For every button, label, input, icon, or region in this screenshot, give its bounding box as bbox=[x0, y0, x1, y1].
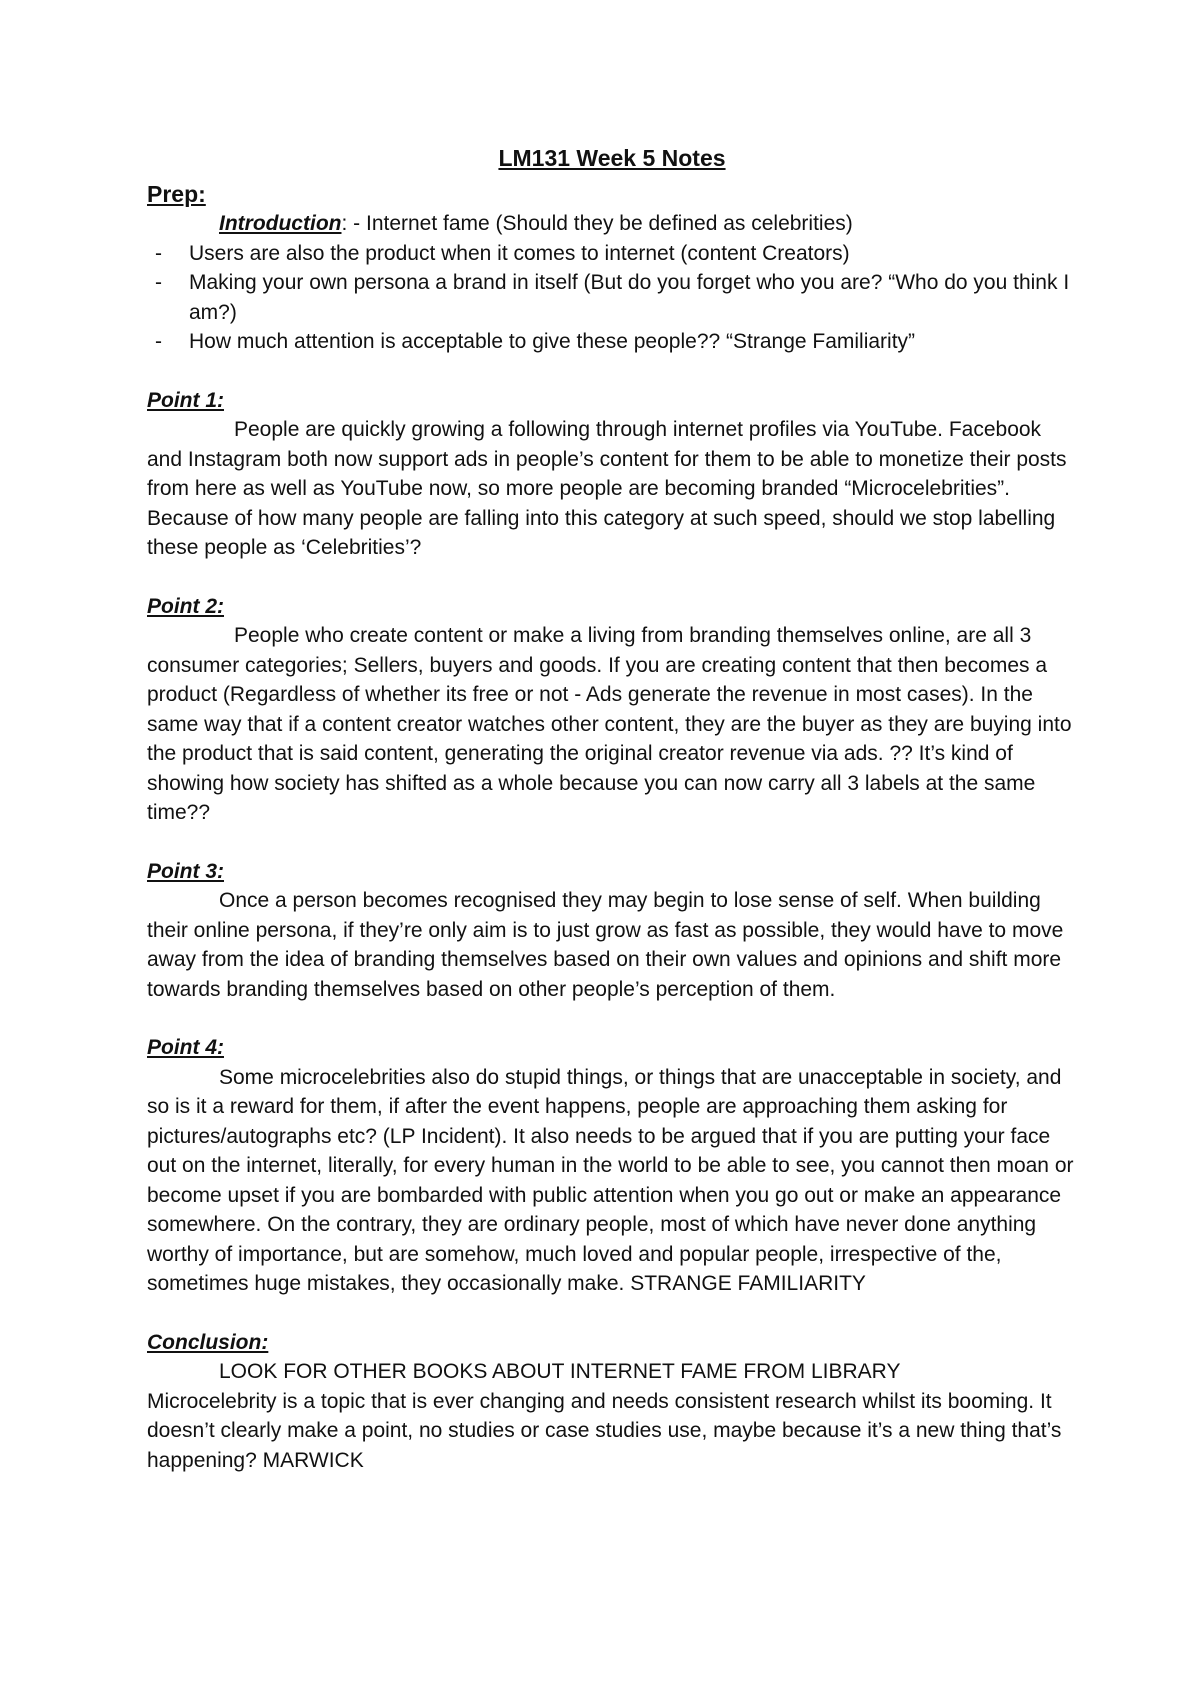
list-item bbox=[147, 268, 1077, 327]
introduction-label: Introduction bbox=[219, 212, 342, 235]
prep-bullet-list bbox=[147, 239, 1077, 357]
introduction-text: : - Internet fame (Should they be defined as celebrities) bbox=[341, 212, 853, 235]
conclusion-first-line: LOOK FOR OTHER BOOKS ABOUT INTERNET FAME FROM LIBRARY bbox=[219, 1360, 901, 1383]
bullet-dash: - bbox=[155, 271, 162, 294]
conclusion-heading: Conclusion: bbox=[147, 1330, 269, 1354]
document-content bbox=[147, 143, 1077, 1475]
prep-section bbox=[147, 179, 1077, 357]
point-heading: Point 2: bbox=[147, 594, 224, 618]
bullet-dash: - bbox=[155, 330, 162, 353]
point-heading: Point 3: bbox=[147, 859, 224, 883]
introduction-line bbox=[147, 209, 1077, 239]
point-3-section bbox=[147, 857, 1077, 1005]
point-paragraph: People who create content or make a living from branding themselves online, are all 3 consumer categories; Sellers, buyers and goods. If you are creating content that then becomes a product (Regardless of whether its free or not - Ads generate the revenue in most cases). In the same way that if a content creator watches other content, they are the buyer as they are buying into the product that is said content, generating the original creator revenue via ads. ?? It’s kind of showing how society has shifted as a whole because you can now carry all 3 labels at the same time?? bbox=[147, 624, 1072, 824]
point-paragraph: People are quickly growing a following through internet profiles via YouTube. Facebook and Instagram both now support ads in people’s content for them to be able to monetize their posts from here as well as YouTube now, so more people are becoming branded “Microcelebrities”. Because of how many people are falling into this category at such speed, should we stop labelling these people as ‘Celebrities’? bbox=[147, 418, 1067, 559]
prep-heading: Prep: bbox=[147, 181, 206, 207]
conclusion-paragraph: Microcelebrity is a topic that is ever changing and needs consistent research whilst its booming. It doesn’t clearly make a point, no studies or case studies use, maybe because it’s a new thing that’s happening? MARWICK bbox=[147, 1389, 1062, 1472]
list-item bbox=[147, 327, 1077, 357]
point-1-section bbox=[147, 386, 1077, 563]
conclusion-section bbox=[147, 1328, 1077, 1476]
point-heading: Point 1: bbox=[147, 388, 224, 412]
point-heading: Point 4: bbox=[147, 1036, 224, 1059]
list-item bbox=[147, 239, 1077, 269]
page-title: LM131 Week 5 Notes bbox=[498, 145, 726, 171]
list-item-text: Making your own persona a brand in itself (But do you forget who you are? “Who do you think I am?) bbox=[189, 271, 1070, 324]
bullet-dash: - bbox=[155, 241, 162, 265]
point-paragraph: Once a person becomes recognised they may begin to lose sense of self. When building their online persona, if they’re only aim is to just grow as fast as possible, they would have to move away from the idea of branding themselves based on their own values and opinions and shift more towards branding themselves based on other people’s perception of them. bbox=[147, 889, 1064, 1001]
point-paragraph: Some microcelebrities also do stupid things, or things that are unacceptable in society, and so is it a reward for them, if after the event happens, people are approaching them asking for pictures/autographs etc? (LP Incident). It also needs to be argued that if you are putting your face out on the internet, literally, for every human in the world to be able to see, you cannot then moan or become upset if you are bombarded with public attention when you go out or make an appearance somewhere. On the contrary, they are ordinary people, most of which have never done anything worthy of importance, but are somehow, much loved and popular people, irrespective of the, sometimes huge mistakes, they occasionally make. STRANGE FAMILIARITY bbox=[147, 1065, 1074, 1295]
list-item-text: Users are also the product when it comes to internet (content Creators) bbox=[189, 241, 850, 265]
point-2-section bbox=[147, 592, 1077, 828]
list-item-text: How much attention is acceptable to give these people?? “Strange Familiarity” bbox=[189, 330, 916, 353]
point-4-section bbox=[147, 1033, 1077, 1299]
